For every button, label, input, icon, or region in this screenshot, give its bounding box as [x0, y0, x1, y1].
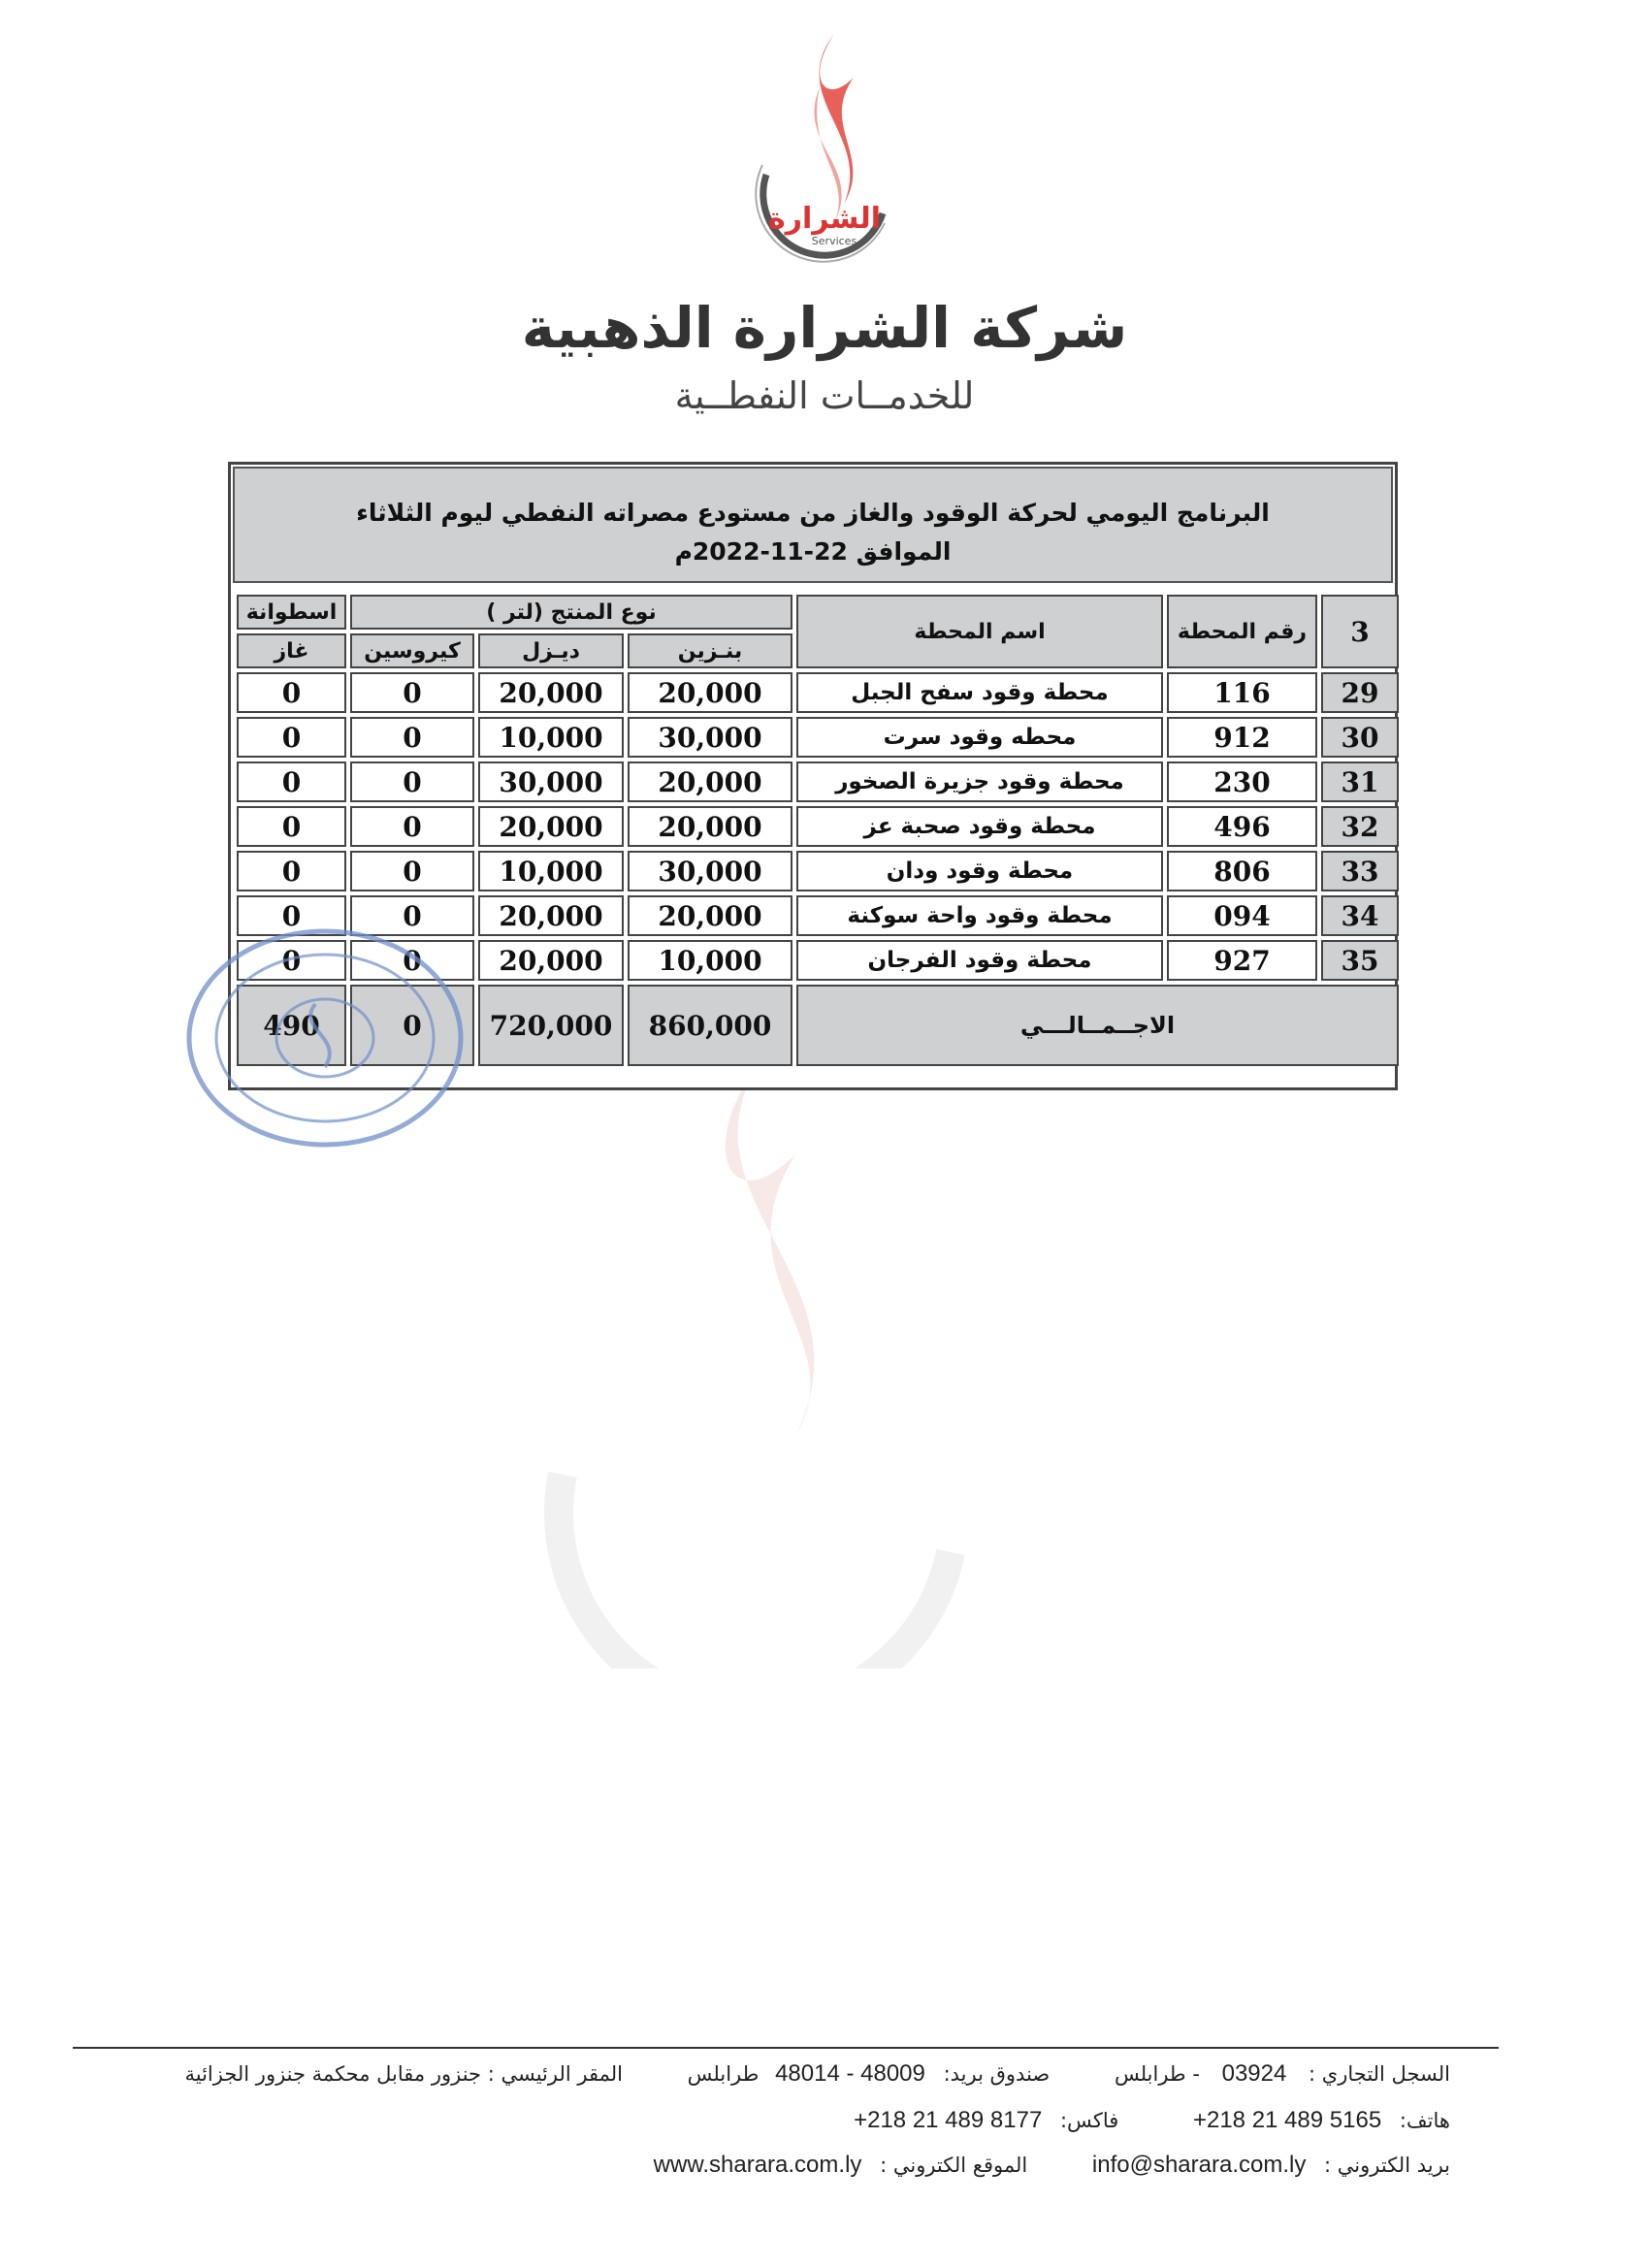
pobox-city: طرابلس: [687, 2062, 760, 2086]
row-station-name: محطة وقود صحبة عز: [796, 806, 1163, 847]
header-station-number: رقم المحطة: [1167, 595, 1317, 668]
row-seq: 31: [1321, 761, 1399, 802]
row-diesel: 20,000: [478, 895, 624, 936]
header-kerosene: كيروسين: [350, 633, 474, 668]
row-gasoline: 20,000: [628, 672, 792, 713]
website-link[interactable]: www.sharara.com.ly: [653, 2152, 862, 2178]
pobox-label: صندوق بريد:: [943, 2062, 1051, 2086]
row-kerosene: 0: [350, 761, 474, 802]
row-kerosene: 0: [350, 940, 474, 981]
company-header: [0, 29, 1649, 417]
footer-line-1: [73, 2060, 1450, 2088]
row-gas: 0: [237, 672, 346, 713]
table-row: [237, 672, 1399, 713]
email-label: بريد الكتروني :: [1324, 2154, 1450, 2177]
row-station-name: محطة وقود ودان: [796, 851, 1163, 891]
logo-sub: Services: [811, 235, 857, 247]
row-kerosene: 0: [350, 851, 474, 891]
row-seq: 33: [1321, 851, 1399, 891]
table-row: [237, 851, 1399, 891]
row-station-name: محطة وقود جزيرة الصخور: [796, 761, 1163, 802]
row-seq: 30: [1321, 717, 1399, 758]
footer-divider: [73, 2047, 1499, 2049]
row-station-name: محطه وقود سرت: [796, 717, 1163, 758]
row-station-number: 094: [1167, 895, 1317, 936]
table-row: [237, 717, 1399, 758]
header-product-type: نوع المنتج (لتر ): [350, 595, 792, 630]
row-kerosene: 0: [350, 806, 474, 847]
header-gas: غاز: [237, 633, 346, 668]
phone-label: هاتف:: [1399, 2109, 1450, 2132]
logo-text: الشرارة: [767, 202, 882, 236]
row-gasoline: 30,000: [628, 717, 792, 758]
totals-row: [237, 985, 1399, 1066]
row-gas: 0: [237, 761, 346, 802]
fax-label: فاكس:: [1059, 2109, 1119, 2132]
row-station-name: محطة وقود الفرجان: [796, 940, 1163, 981]
row-seq: 32: [1321, 806, 1399, 847]
header-gasoline: بنـزين: [628, 633, 792, 668]
website-label: الموقع الكتروني :: [880, 2154, 1028, 2177]
row-station-number: 116: [1167, 672, 1317, 713]
hq-address: المقر الرئيسي : جنزور مقابل محكمة جنزور الجزائية: [184, 2062, 623, 2086]
row-station-number: 806: [1167, 851, 1317, 891]
fax-value: +218 21 489 8177: [854, 2107, 1043, 2133]
row-diesel: 20,000: [478, 672, 624, 713]
row-station-number: 496: [1167, 806, 1317, 847]
row-gasoline: 10,000: [628, 940, 792, 981]
row-gas: 0: [237, 851, 346, 891]
table-row: [237, 895, 1399, 936]
header-station-name: اسم المحطة: [796, 595, 1163, 668]
schedule-grid: [233, 591, 1403, 1070]
footer-line-3: [73, 2152, 1649, 2179]
title-line-1: البرنامج اليومي لحركة الوقود والغاز من مستودع مصراته النفطي ليوم الثلاثاء: [356, 499, 1270, 527]
footer-line-2: [73, 2107, 1649, 2134]
row-station-name: محطة وقود سفح الجبل: [796, 672, 1163, 713]
row-station-number: 927: [1167, 940, 1317, 981]
row-diesel: 10,000: [478, 851, 624, 891]
registry-city: - طرابلس: [1114, 2062, 1200, 2086]
row-gasoline: 20,000: [628, 761, 792, 802]
row-gasoline: 30,000: [628, 851, 792, 891]
row-diesel: 20,000: [478, 940, 624, 981]
header-seq: 3: [1321, 595, 1399, 668]
email-link[interactable]: info@sharara.com.ly: [1091, 2152, 1307, 2178]
total-kerosene: 0: [350, 985, 474, 1066]
row-seq: 29: [1321, 672, 1399, 713]
row-diesel: 20,000: [478, 806, 624, 847]
flame-watermark-icon: [504, 1067, 1009, 1669]
table-row: [237, 940, 1399, 981]
total-gas: 490: [237, 985, 346, 1066]
total-gasoline: 860,000: [628, 985, 792, 1066]
row-gasoline: 20,000: [628, 806, 792, 847]
company-name: شركة الشرارة الذهبية: [521, 295, 1128, 361]
row-gas: 0: [237, 717, 346, 758]
totals-label: الاجــمــالـــي: [796, 985, 1399, 1066]
registry-value: 03924: [1221, 2060, 1287, 2087]
row-station-name: محطة وقود واحة سوكنة: [796, 895, 1163, 936]
row-seq: 34: [1321, 895, 1399, 936]
row-diesel: 10,000: [478, 717, 624, 758]
row-gas: 0: [237, 895, 346, 936]
table-title: [233, 467, 1393, 583]
row-station-number: 230: [1167, 761, 1317, 802]
phone-value: +218 21 489 5165: [1192, 2107, 1382, 2133]
row-seq: 35: [1321, 940, 1399, 981]
row-kerosene: 0: [350, 672, 474, 713]
company-subtitle: للخدمــات النفطــية: [674, 374, 975, 417]
header-cylinder: اسطوانة: [237, 595, 346, 630]
row-gas: 0: [237, 806, 346, 847]
row-kerosene: 0: [350, 895, 474, 936]
total-diesel: 720,000: [478, 985, 624, 1066]
fuel-schedule-table: [228, 462, 1398, 1090]
row-kerosene: 0: [350, 717, 474, 758]
pobox-value: 48014 - 48009: [775, 2060, 925, 2087]
table-row: [237, 806, 1399, 847]
header-diesel: ديـزل: [478, 633, 624, 668]
row-station-number: 912: [1167, 717, 1317, 758]
row-gasoline: 20,000: [628, 895, 792, 936]
row-gas: 0: [237, 940, 346, 981]
table-row: [237, 761, 1399, 802]
title-line-2: الموافق 22-11-2022م: [674, 537, 952, 566]
flame-logo-icon: [728, 29, 922, 281]
registry-label: السجل التجاري :: [1309, 2062, 1450, 2086]
row-diesel: 30,000: [478, 761, 624, 802]
